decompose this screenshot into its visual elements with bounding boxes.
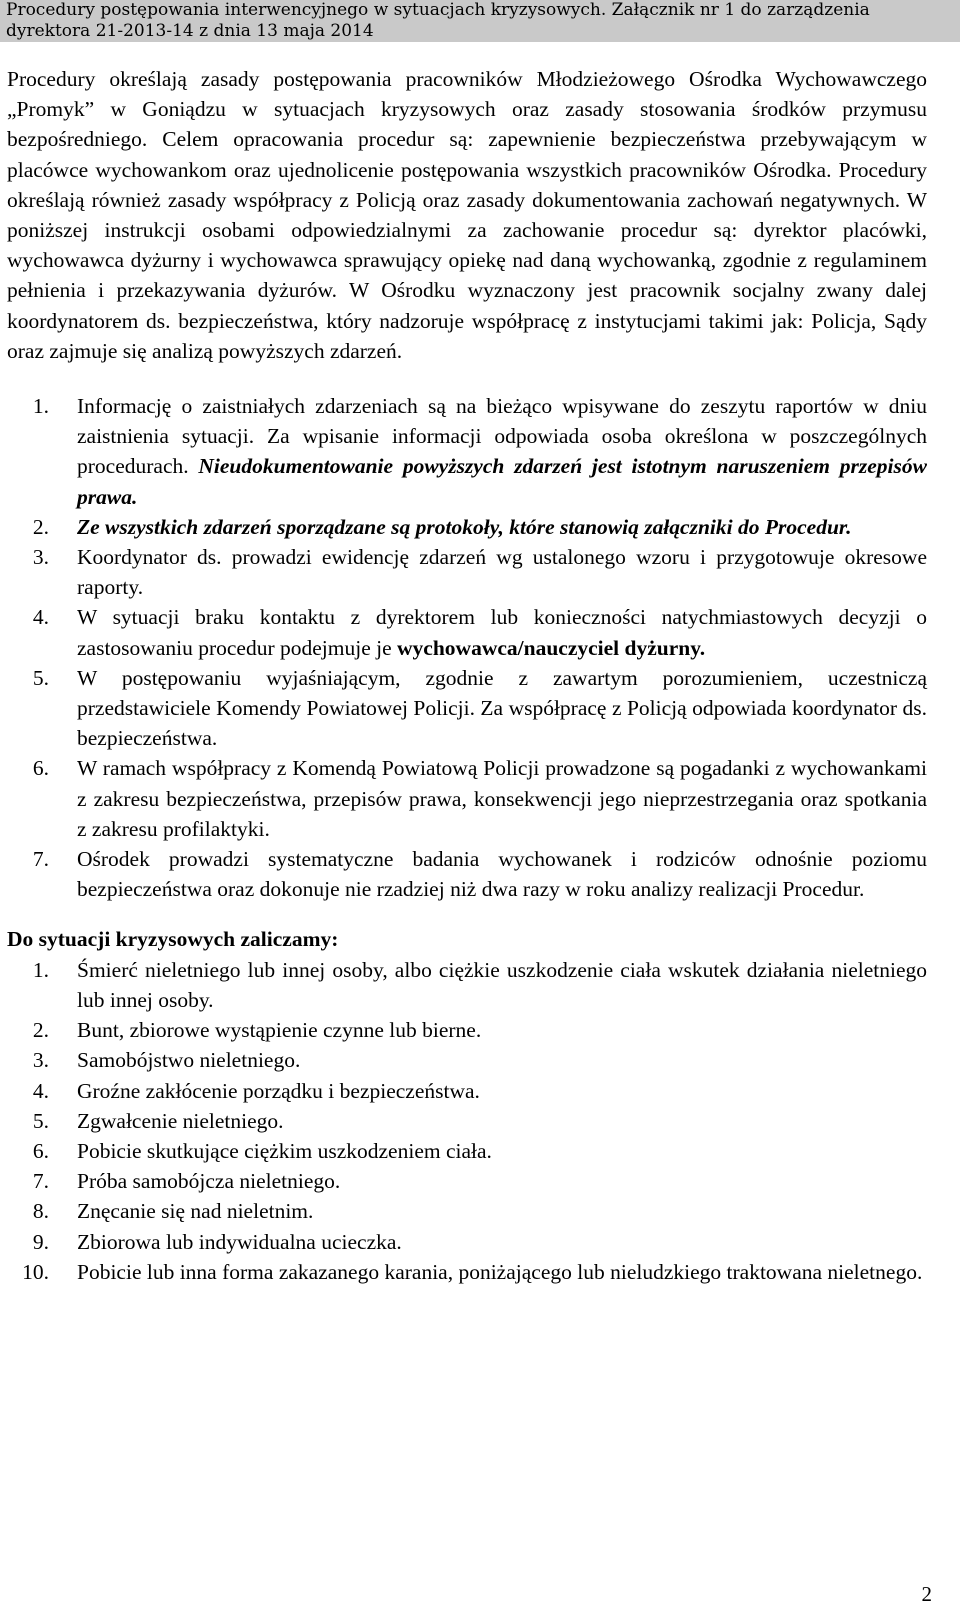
crisis-item-text: Pobicie skutkujące ciężkim uszkodzeniem ciała. [77,1138,492,1163]
crisis-list-item [7,1196,927,1226]
list-item-plain-text: W sytuacji braku kontaktu z dyrektorem lub konieczności natychmiastowych decyzji o zastosowaniu procedur podejmuje je [77,605,927,660]
crisis-item-text: Znęcanie się nad nieletnim. [77,1199,314,1224]
crisis-item-text: Pobicie lub inna forma zakazanego karania, poniżającego lub nieludzkiego traktowana nieletnego. [77,1259,923,1284]
list-item [7,753,927,844]
crisis-list-item [7,1076,927,1106]
list-item-number: 2. [32,514,49,539]
crisis-heading: Do sytuacji kryzysowych zaliczamy: [7,927,339,952]
crisis-list-item [7,1257,927,1287]
list-item-plain-text: Informację o zaistniałych zdarzeniach są na bieżąco wpisywane do zeszytu raportów w dniu zaistnienia sytuacji. Za wpisanie informacji odpowiada osoba określona w poszczególnych procedurach. [77,394,927,479]
crisis-item-number: 3. [32,1048,49,1073]
list-item [7,663,927,754]
list-item-number: 5. [32,665,49,690]
crisis-item-text: Zgwałcenie nieletniego. [77,1108,284,1133]
crisis-item-text: Śmierć nieletniego lub innej osoby, albo ciężkie uszkodzenie ciała wskutek działania nieletniego lub innej osoby. [77,957,927,1012]
crisis-item-number: 7. [32,1169,49,1194]
list-item-number: 1. [32,394,49,419]
list-item-text: W ramach współpracy z Komendą Powiatową Policji prowadzone są pogadanki z wychowankami z zakresu bezpieczeństwa, przepisów prawa, konsekwencji jego nieprzestrzegania oraz spotkania z zakresu profilaktyki. [77,756,927,841]
list-item [7,391,927,512]
list-item [7,844,927,904]
crisis-item-number: 5. [32,1108,49,1133]
list-item-text: W postępowaniu wyjaśniającym, zgodnie z zawartym porozumieniem, uczestniczą przedstawiciele Komendy Powiatowej Policji. Za współpracę z Policją odpowiada koordynator ds. bezpieczeństwa. [77,665,927,751]
crisis-item-number: 8. [32,1199,49,1224]
list-item-text: Koordynator ds. prowadzi ewidencję zdarzeń wg ustalonego wzoru i przygotowuje okresowe raporty. [77,545,927,600]
list-item-text [77,602,927,662]
crisis-item-number: 10. [22,1259,49,1284]
crisis-list-item [7,1166,927,1196]
crisis-item-number: 4. [32,1078,49,1103]
list-item-emphasis: Nieudokumentowanie powyższych zdarzeń jest istotnym naruszeniem przepisów prawa. [77,454,927,509]
crisis-item-number: 9. [32,1229,49,1254]
header-line-2: dyrektora 21-2013-14 z dnia 13 maja 2014 [6,21,374,41]
list-item-text [77,391,927,512]
crisis-item-number: 2. [32,1018,49,1043]
crisis-item-number: 6. [32,1138,49,1163]
crisis-list-item [7,1227,927,1257]
crisis-list-item [7,1045,927,1075]
crisis-list-item [7,1106,927,1136]
intro-paragraph: Procedury określają zasady postępowania pracowników Młodzieżowego Ośrodka Wychowawczego „Promyk” w Goniądzu w sytuacjach kryzysowych oraz zasady stosowania środków przymusu bezpośredniego. Celem opracowania procedur są: zapewnienie bezpieczeństwa przebywającym w placówce wychowankom oraz ujednolicenie postępowania wszystkich pracowników Ośrodka. Procedury określają również zasady współpracy z Policją oraz zasady dokumentowania zachowań negatywnych. W poniższej instrukcji osobami odpowiedzialnymi za zachowanie procedur są: dyrektor placówki, wychowawca dyżurny i wychowawca sprawujący opiekę nad daną wychowanką, zgodnie z regulaminem pełnienia i przekazywania dyżurów. W Ośrodku wyznaczony jest pracownik socjalny zwany dalej koordynatorem ds. bezpieczeństwa, który nadzoruje współpracę z instytucjami takimi jak: Policja, Sądy oraz zajmuje się analizą powyższych zdarzeń. [7,67,927,363]
crisis-item-text: Samobójstwo nieletniego. [77,1048,301,1073]
list-item-bold: wychowawca/nauczyciel dyżurny. [397,635,706,660]
crisis-list [7,955,927,1287]
list-item-number: 6. [32,756,49,781]
page-number: 2 [921,1582,932,1606]
list-item [7,602,927,662]
crisis-item-text: Bunt, zbiorowe wystąpienie czynne lub bierne. [77,1018,482,1043]
crisis-item-text: Próba samobójcza nieletniego. [77,1169,341,1194]
list-item-number: 7. [32,847,49,872]
crisis-list-item [7,955,927,1015]
crisis-list-item [7,1015,927,1045]
crisis-item-number: 1. [32,957,49,982]
main-list [7,391,927,904]
document-body [7,64,927,1287]
list-item-number: 4. [32,605,49,630]
list-item-number: 3. [32,545,49,570]
crisis-item-text: Groźne zakłócenie porządku i bezpieczeństwa. [77,1078,480,1103]
list-item-text: Ośrodek prowadzi systematyczne badania wychowanek i rodziców odnośnie poziomu bezpieczeństwa oraz dokonuje nie rzadziej niż dwa razy w roku analizy realizacji Procedur. [77,847,927,902]
crisis-item-text: Zbiorowa lub indywidualna ucieczka. [77,1229,402,1254]
list-item [7,512,927,542]
list-item [7,542,927,602]
header-line-1: Procedury postępowania interwencyjnego w sytuacjach kryzysowych. Załącznik nr 1 do zarządzenia [6,0,870,20]
list-item-text [77,512,927,542]
list-item-emphasis: Ze wszystkich zdarzeń sporządzane są protokoły, które stanowią załączniki do Procedur. [77,514,852,539]
crisis-list-item [7,1136,927,1166]
page-header [0,0,960,42]
